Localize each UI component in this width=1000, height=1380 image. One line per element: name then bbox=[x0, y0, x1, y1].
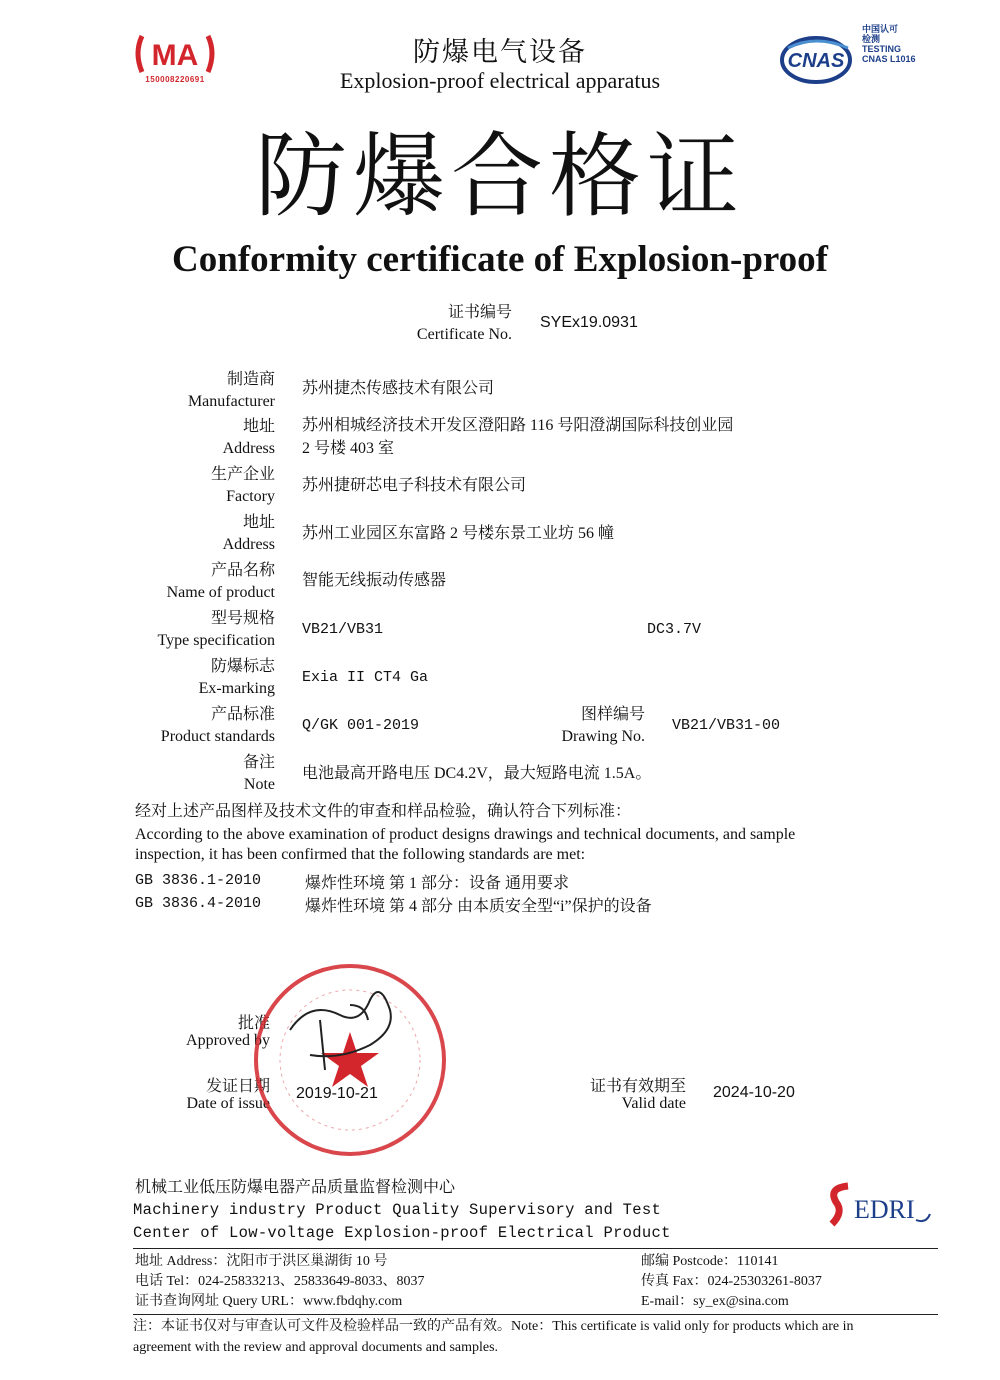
factory-address-label-cn: 地址 bbox=[242, 514, 275, 531]
issue-date-value: 2019-10-21 bbox=[296, 1085, 378, 1102]
drawing-no-value: VB21/VB31-00 bbox=[672, 717, 781, 734]
note-label-en: Note bbox=[243, 776, 275, 793]
valid-date-label-en: Valid date bbox=[621, 1095, 686, 1112]
manufacturer-label-cn: 制造商 bbox=[226, 371, 275, 388]
approved-label-en: Approved by bbox=[186, 1032, 270, 1049]
drawing-no-label-en: Drawing No. bbox=[561, 728, 645, 745]
cma-number: 150008220691 bbox=[145, 75, 205, 84]
manufacturer-label-en: Manufacturer bbox=[187, 393, 275, 410]
address-value-line1: 苏州相城经济技术开发区澄阳路 116 号阳澄湖国际科技创业园 bbox=[302, 417, 734, 434]
product-name-value: 智能无线振动传感器 bbox=[302, 572, 447, 589]
footer-note-line2: agreement with the review and approval documents and samples. bbox=[133, 1340, 499, 1355]
standard-name: 爆炸性环境 第 1 部分：设备 通用要求 bbox=[305, 875, 570, 892]
note-value: 电池最高开路电压 DC4.2V，最大短路电流 1.5A。 bbox=[302, 765, 652, 782]
issue-date-label-en: Date of issue bbox=[186, 1095, 270, 1112]
type-spec-label-en: Type specification bbox=[157, 632, 275, 649]
certificate-title-en: Conformity certificate of Explosion-proof bbox=[172, 239, 828, 280]
standard-name: 爆炸性环境 第 4 部分 由本质安全型“i”保护的设备 bbox=[305, 898, 652, 915]
ex-marking-label-en: Ex-marking bbox=[198, 680, 275, 697]
type-spec-voltage: DC3.7V bbox=[647, 621, 702, 638]
product-standards-value: Q/GK 001-2019 bbox=[302, 717, 420, 734]
type-spec-label-cn: 型号规格 bbox=[210, 610, 275, 627]
drawing-no-label-cn: 图样编号 bbox=[580, 706, 645, 723]
footer-note-line1: 注：本证书仅对与审查认可文件及检验样品一致的产品有效。Note：This certificate is valid only for products which are in bbox=[133, 1319, 854, 1334]
address-label-cn: 地址 bbox=[242, 418, 275, 435]
header-title-cn: 防爆电气设备 bbox=[413, 37, 587, 67]
ex-marking-label-cn: 防爆标志 bbox=[210, 658, 275, 675]
product-name-label-cn: 产品名称 bbox=[210, 562, 275, 579]
certificate-no-label-cn: 证书编号 bbox=[447, 304, 512, 321]
product-name-label-en: Name of product bbox=[166, 584, 275, 601]
sedri-logo-text: EDRI bbox=[854, 1195, 915, 1224]
valid-date-value: 2024-10-20 bbox=[713, 1084, 795, 1101]
issuer-name-cn: 机械工业低压防爆电器产品质量监督检测中心 bbox=[135, 1179, 456, 1196]
certificate-no-label-en: Certificate No. bbox=[416, 326, 512, 343]
certificate-title-cn: 防爆合格证 bbox=[254, 126, 745, 228]
statement-cn: 经对上述产品图样及技术文件的审查和样品检验，确认符合下列标准： bbox=[135, 803, 632, 820]
factory-label-en: Factory bbox=[226, 488, 275, 505]
product-standards-label-cn: 产品标准 bbox=[210, 706, 275, 723]
footer-query-url[interactable]: 证书查询网址 Query URL：www.fbdqhy.com bbox=[135, 1294, 403, 1309]
factory-label-cn: 生产企业 bbox=[210, 466, 275, 483]
standard-code: GB 3836.4-2010 bbox=[135, 895, 262, 912]
statement-en-line1: According to the above examination of product designs drawings and technical documents, and sample bbox=[135, 826, 796, 843]
note-label-cn: 备注 bbox=[242, 754, 275, 771]
issue-date-label-cn: 发证日期 bbox=[205, 1078, 270, 1095]
factory-address-label-en: Address bbox=[222, 536, 275, 553]
official-seal bbox=[250, 960, 450, 1160]
footer-email[interactable]: E-mail：sy_ex@sina.com bbox=[641, 1294, 789, 1309]
issuer-name-en-line2: Center of Low-voltage Explosion-proof Electrical Product bbox=[133, 1224, 671, 1242]
footer-fax: 传真 Fax：024-25303261-8037 bbox=[641, 1274, 822, 1289]
svg-text:MA: MA bbox=[151, 39, 199, 72]
address-value-line2: 2 号楼 403 室 bbox=[302, 440, 395, 457]
footer-divider bbox=[133, 1248, 938, 1249]
svg-text:CNAS: CNAS bbox=[787, 50, 845, 72]
footer-divider bbox=[133, 1314, 938, 1315]
approved-label-cn: 批准 bbox=[237, 1015, 270, 1032]
statement-en-line2: inspection, it has been confirmed that the following standards are met: bbox=[135, 846, 586, 863]
type-spec-value: VB21/VB31 bbox=[302, 621, 384, 638]
sedri-logo bbox=[826, 1180, 936, 1230]
standard-code: GB 3836.1-2010 bbox=[135, 872, 262, 889]
header-title-en: Explosion-proof electrical apparatus bbox=[339, 68, 661, 93]
valid-date-label-cn: 证书有效期至 bbox=[589, 1078, 686, 1095]
cnas-label: 中国认可 检测 TESTING CNAS L1016 bbox=[862, 24, 916, 64]
address-label-en: Address bbox=[222, 440, 275, 457]
issuer-name-en-line1: Machinery industry Product Quality Supervisory and Test bbox=[133, 1201, 662, 1219]
footer-tel: 电话 Tel：024-25833213、25833649-8033、8037 bbox=[135, 1274, 425, 1289]
ex-marking-value: Exia II CT4 Ga bbox=[302, 669, 429, 686]
factory-value: 苏州捷研芯电子科技术有限公司 bbox=[302, 477, 527, 494]
manufacturer-value: 苏州捷杰传感技术有限公司 bbox=[302, 380, 495, 397]
footer-address: 地址 Address：沈阳市于洪区巢湖街 10 号 bbox=[135, 1254, 388, 1269]
certificate-no-value: SYEx19.0931 bbox=[540, 314, 638, 331]
factory-address-value: 苏州工业园区东富路 2 号楼东景工业坊 56 幢 bbox=[302, 525, 615, 542]
footer-postcode: 邮编 Postcode：110141 bbox=[641, 1254, 779, 1269]
product-standards-label-en: Product standards bbox=[160, 728, 275, 745]
